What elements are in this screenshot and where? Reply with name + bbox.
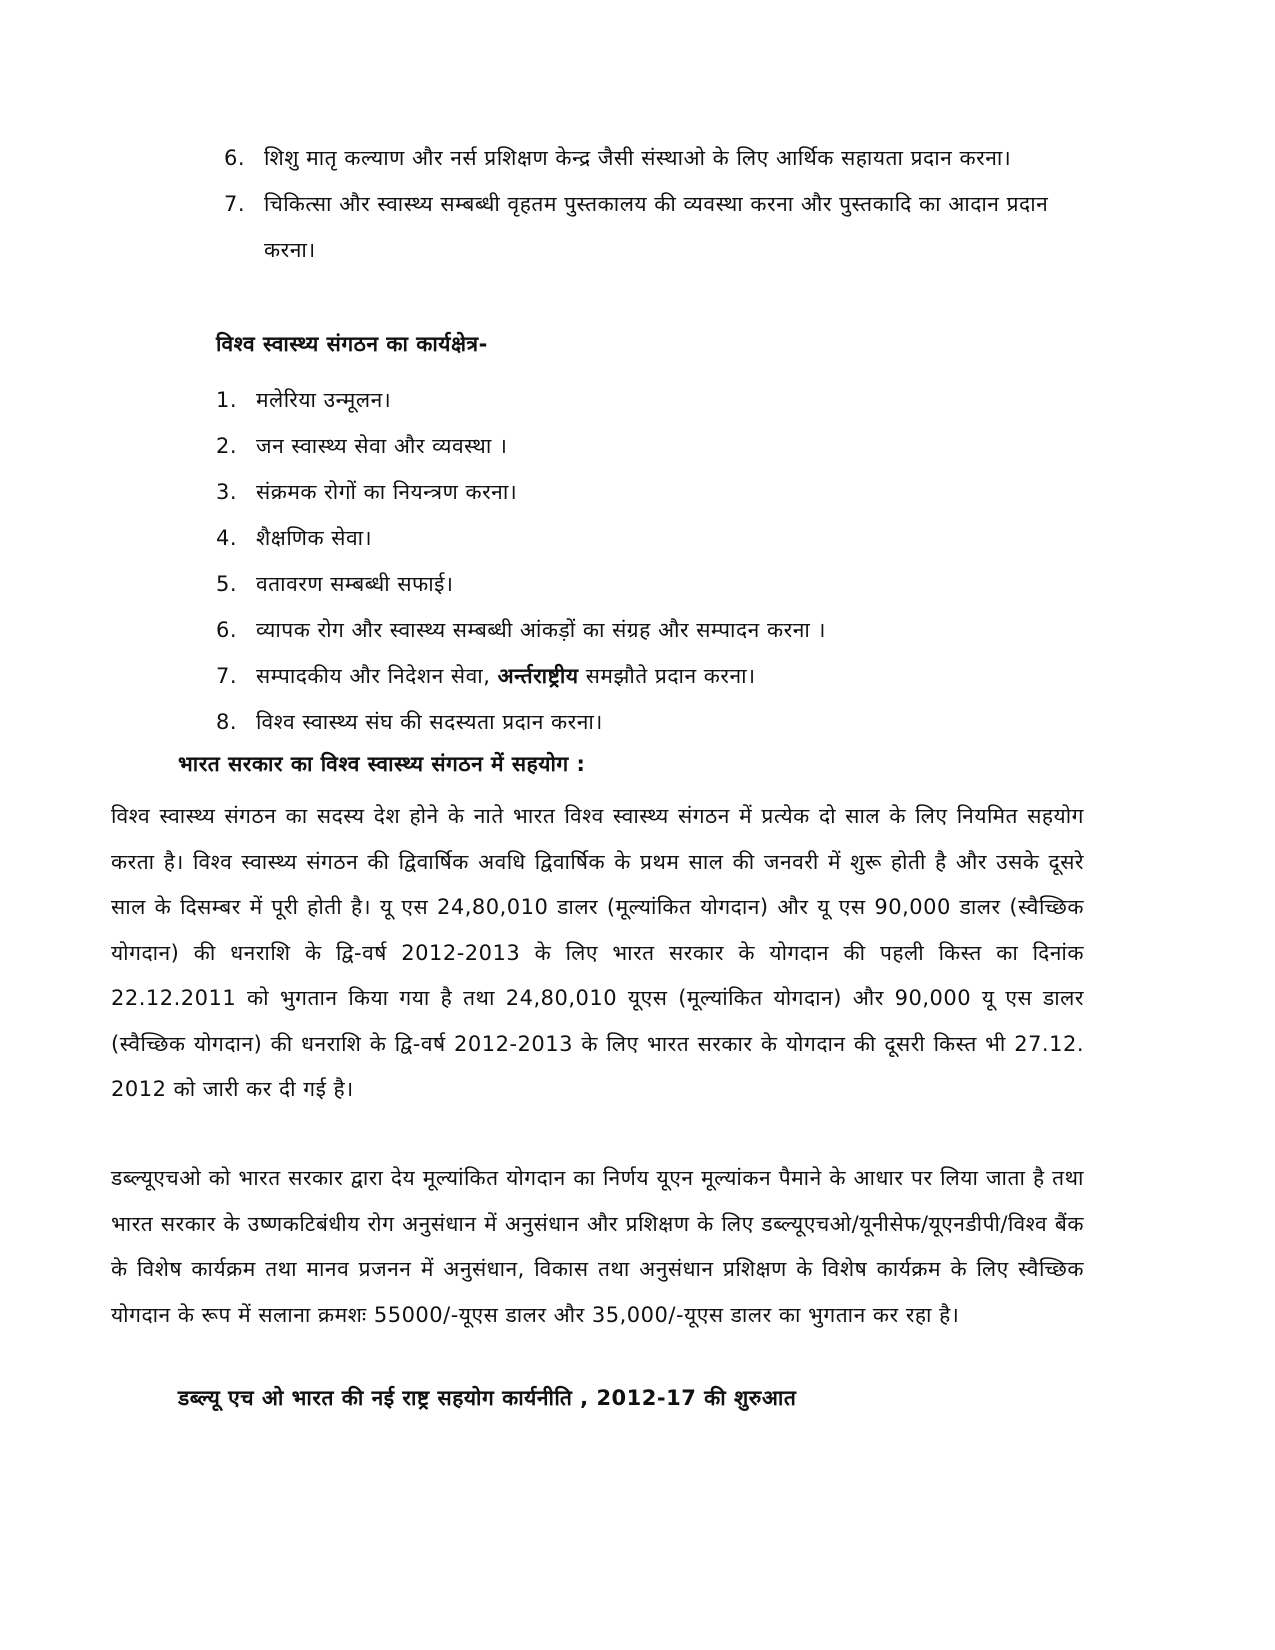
list-item	[216, 515, 1116, 561]
list-text: व्यापक रोग और स्वास्थ्य सम्बब्धी आंकड़ों का संग्रह और सम्पादन करना ।	[256, 618, 826, 642]
list-number: 1.	[216, 388, 238, 412]
list-item	[216, 607, 1116, 653]
list-item	[216, 377, 1116, 423]
list-item	[216, 561, 1116, 607]
list-text: शैक्षणिक सेवा।	[256, 526, 373, 550]
section-heading-work-area: विश्व स्वास्थ्य संगठन का कार्यक्षेत्र-	[216, 332, 488, 356]
section-heading-strategy: डब्ल्यू एच ओ भारत की नई राष्ट्र सहयोग कार्यनीति , 2012-17 की शुरुआत	[178, 1386, 797, 1410]
list-number: 6.	[224, 146, 246, 170]
list-number: 5.	[216, 572, 238, 596]
list-item	[216, 423, 1116, 469]
list-text: समझौते प्रदान करना।	[578, 664, 756, 688]
section-heading-india-contribution: भारत सरकार का विश्व स्वास्थ्य संगठन में सहयोग :	[178, 752, 586, 776]
list-number: 3.	[216, 480, 238, 504]
list-text: चिकित्सा और स्वास्थ्य सम्बब्धी वृहतम पुस्तकालय की व्यवस्था करना और पुस्तकादि का आदान प्रदान करना।	[264, 192, 1049, 262]
work-area-list	[216, 377, 1116, 745]
list-number: 7.	[224, 192, 246, 216]
list-text: शिशु मातृ कल्याण और नर्स प्रशिक्षण केन्द्र जैसी संस्थाओ के लिए आर्थिक सहायता प्रदान करना।	[264, 146, 1012, 170]
list-number: 6.	[216, 618, 238, 642]
list-item	[216, 699, 1116, 745]
list-number: 8.	[216, 710, 238, 734]
list-text: सम्पादकीय और निदेशन सेवा,	[256, 664, 498, 688]
list-text: संक्रमक रोगों का नियन्त्रण करना।	[256, 480, 518, 504]
paragraph-contribution: विश्व स्वास्थ्य संगठन का सदस्य देश होने के नाते भारत विश्व स्वास्थ्य संगठन में प्रत्येक दो साल के लिए नियमित सहयोग करता है। विश्व स्वास्थ्य संगठन की द्विवार्षिक अवधि द्विवार्षिक के प्रथम साल की जनवरी में शुरू होती है और उसके दूसरे साल के दिसम्बर में पूरी होती है। यू एस 24,80,010 डालर (मूल्यांकित योगदान) और यू एस 90,000 डालर (स्वैच्छिक योगदान) की धनराशि के द्वि-वर्ष 2012-2013 के लिए भारत सरकार के योगदान की पहली किस्त का दिनांक 22.12.2011 को भुगतान किया गया है तथा 24,80,010 यूएस (मूल्यांकित योगदान) और 90,000 यू एस डालर (स्वैच्छिक योगदान) की धनराशि के द्वि-वर्ष 2012-2013 के लिए भारत सरकार के योगदान की दूसरी किस्त भी 27.12. 2012 को जारी कर दी गई है।	[111, 804, 1084, 1101]
list-number: 7.	[216, 664, 238, 688]
list-number: 4.	[216, 526, 238, 550]
list-item	[216, 653, 1116, 699]
list-item	[224, 135, 1084, 181]
list-item	[224, 181, 1084, 273]
list-text: विश्व स्वास्थ्य संघ की सदस्यता प्रदान करना।	[256, 710, 603, 734]
list-text: वतावरण सम्बब्धी सफाई।	[256, 572, 454, 596]
intro-list	[224, 135, 1084, 273]
list-item	[216, 469, 1116, 515]
list-text: जन स्वास्थ्य सेवा और व्यवस्था ।	[256, 434, 508, 458]
paragraph-assessment: डब्ल्यूएचओ को भारत सरकार द्वारा देय मूल्यांकित योगदान का निर्णय यूएन मूल्यांकन पैमाने के आधार पर लिया जाता है तथा भारत सरकार के उष्णकटिबंधीय रोग अनुसंधान में अनुसंधान और प्रशिक्षण के लिए डब्ल्यूएचओ/यूनीसेफ/यूएनडीपी/विश्व बैंक के विशेष कार्यक्रम तथा मानव प्रजनन में अनुसंधान, विकास तथा अनुसंधान प्रशिक्षण के विशेष कार्यक्रम के लिए स्वैच्छिक योगदान के रूप में सलाना क्रमशः 55000/-यूएस डालर और 35,000/-यूएस डालर का भुगतान कर रहा है।	[111, 1166, 1084, 1327]
list-text-bold: अर्न्तराष्ट्रीय	[497, 664, 579, 688]
list-text: मलेरिया उन्मूलन।	[256, 388, 392, 412]
list-number: 2.	[216, 434, 238, 458]
